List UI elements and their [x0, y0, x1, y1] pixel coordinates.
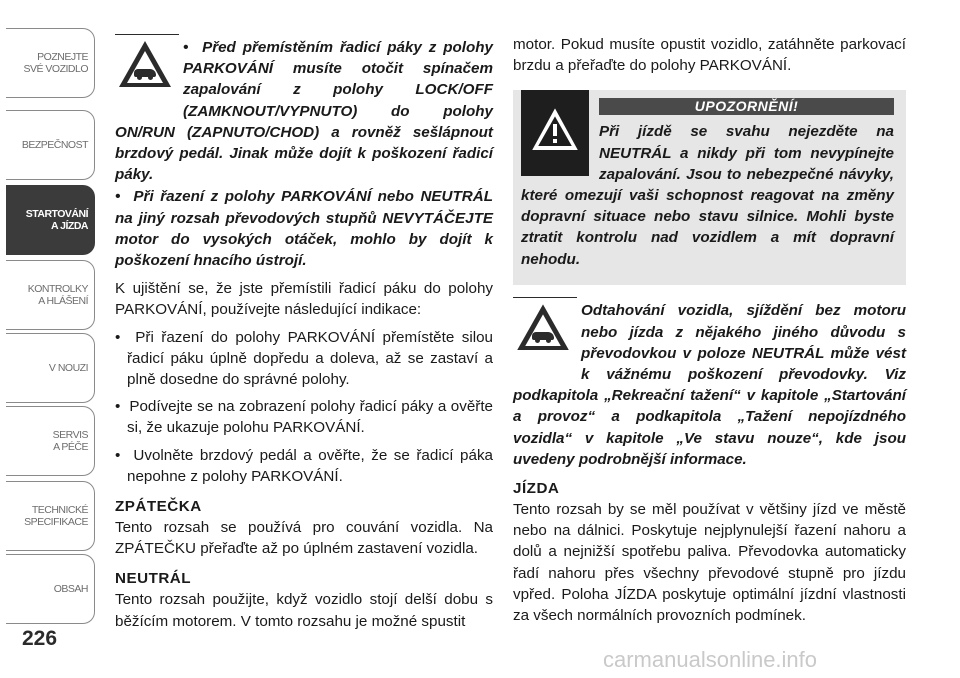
- tab-obsah[interactable]: OBSAH: [6, 554, 95, 624]
- caution-car-icon: [513, 302, 573, 362]
- warning-text: Při jízdě se svahu nejezděte na NEUTRÁL a nikdy při tom nevypínejte zapalování. Jsou to nebezpečné návyky, které omezují vaši schopnost reagovat na změny dopravní situace nebo stavu silnice. Mohli byste ztratit kontrolu nad vozidlem a mít dopravní nehodu.: [521, 123, 894, 268]
- tab-kontrolky-a-hlaseni[interactable]: KONTROLKY A HLÁŠENÍ: [6, 260, 95, 330]
- caution-2-text: Odtahování vozidla, sjíždění bez motoru nebo jízda z nějakého jiného důvodu s převodovkou v poloze NEUTRÁL může vést k vážnému poškození převodovky. Viz podkapitola „Rekreační tažení“ v kapitole „Startování a provoz“ a podkapitola „Tažení nepojízdného vozidla“ v kapitole „Ve stavu nouze“, kde jsou uvedeny podrobnější informace.: [513, 302, 906, 468]
- continuation-text: motor. Pokud musíte opustit vozidlo, zatáhněte parkovací brzdu a přeřaďte do polohy PARKOVÁNÍ.: [513, 36, 906, 75]
- tab-startovani-a-jizda[interactable]: STARTOVÁNÍ A JÍZDA: [6, 185, 95, 255]
- warning-heading: UPOZORNĚNÍ!: [599, 98, 894, 115]
- left-column: [115, 34, 493, 632]
- tab-servis-a-pece[interactable]: SERVIS A PÉČE: [6, 406, 95, 476]
- caution-rule: [513, 297, 577, 298]
- drive-text: Tento rozsah by se měl používat v většiny jízd ve městě nebo na dálnici. Poskytuje nejplynulejší řazení nahoru a dolů a nejnižší spotřebu paliva. Převodovka automaticky řadí nahoru přes všechny převodové stupně pro jízdu vpřed. Poloha JÍZDA poskytuje optimální jízdní vlastnosti za všech normálních provozních podmínek.: [513, 501, 906, 625]
- drive-heading: JÍZDA: [513, 480, 560, 498]
- list-item: • Uvolněte brzdový pedál a ověřte, že se řadicí páka nepohne z polohy PARKOVÁNÍ.: [115, 446, 493, 485]
- reverse-heading: ZPÁTEČKA: [115, 498, 202, 516]
- right-column: [513, 34, 906, 626]
- caution-2: [513, 297, 906, 470]
- tab-technicke-specifikace[interactable]: TECHNICKÉ SPECIFIKACE: [6, 481, 95, 551]
- neutral-heading: NEUTRÁL: [115, 570, 192, 588]
- warning-box: [513, 90, 906, 285]
- tab-v-nouzi[interactable]: V NOUZI: [6, 333, 95, 403]
- caution-bullet-2: • Při řazení z polohy PARKOVÁNÍ nebo NEUTRÁL na jiný rozsah převodových stupňů NEVYTÁČEJTE motor do vysokých otáček, mohlo by dojít k poškození hnacího ústrojí.: [115, 188, 493, 270]
- tab-bezpecnost[interactable]: BEZPEČNOST: [6, 110, 95, 180]
- caution-car-icon: [115, 39, 175, 99]
- list-item: • Podívejte se na zobrazení polohy řadicí páky a ověřte si, že ukazuje polohu PARKOVÁNÍ.: [115, 398, 493, 437]
- watermark: carmanualsonline.info: [603, 647, 818, 672]
- list-item: • Při řazení do polohy PARKOVÁNÍ přemístěte silou řadicí páku úplně dopředu a doleva, až se zastaví a plně dosedne do správné polohy.: [115, 328, 493, 389]
- warning-exclamation-icon: [521, 90, 589, 176]
- reverse-text: Tento rozsah se používá pro couvání vozidla. Na ZPÁTEČKU přeřaďte až po úplném zastavení vozidla.: [115, 519, 493, 558]
- tab-poznejte-sve-vozidlo[interactable]: POZNEJTE SVÉ VOZIDLO: [6, 28, 95, 98]
- intro-text: K ujištění se, že jste přemístili řadicí páku do polohy PARKOVÁNÍ, používejte následující indikace:: [115, 280, 493, 319]
- caution-bullet-1: • Před přemístěním řadicí páky z polohy PARKOVÁNÍ musíte otočit spínačem zapalování z polohy LOCK/OFF (ZAMKNOUT/VYPNUTO) do polohy ON/RUN (ZAPNUTO/CHOD) a rovněž sešlápnout brzdový pedál. Jinak může dojít k poškození řadicí páky.: [115, 39, 493, 184]
- page-number: 226: [22, 627, 58, 650]
- caution-rule: [115, 34, 179, 35]
- neutral-text: Tento rozsah použijte, když vozidlo stojí delší dobu s běžícím motorem. V tomto rozsahu je možné spustit: [115, 591, 493, 630]
